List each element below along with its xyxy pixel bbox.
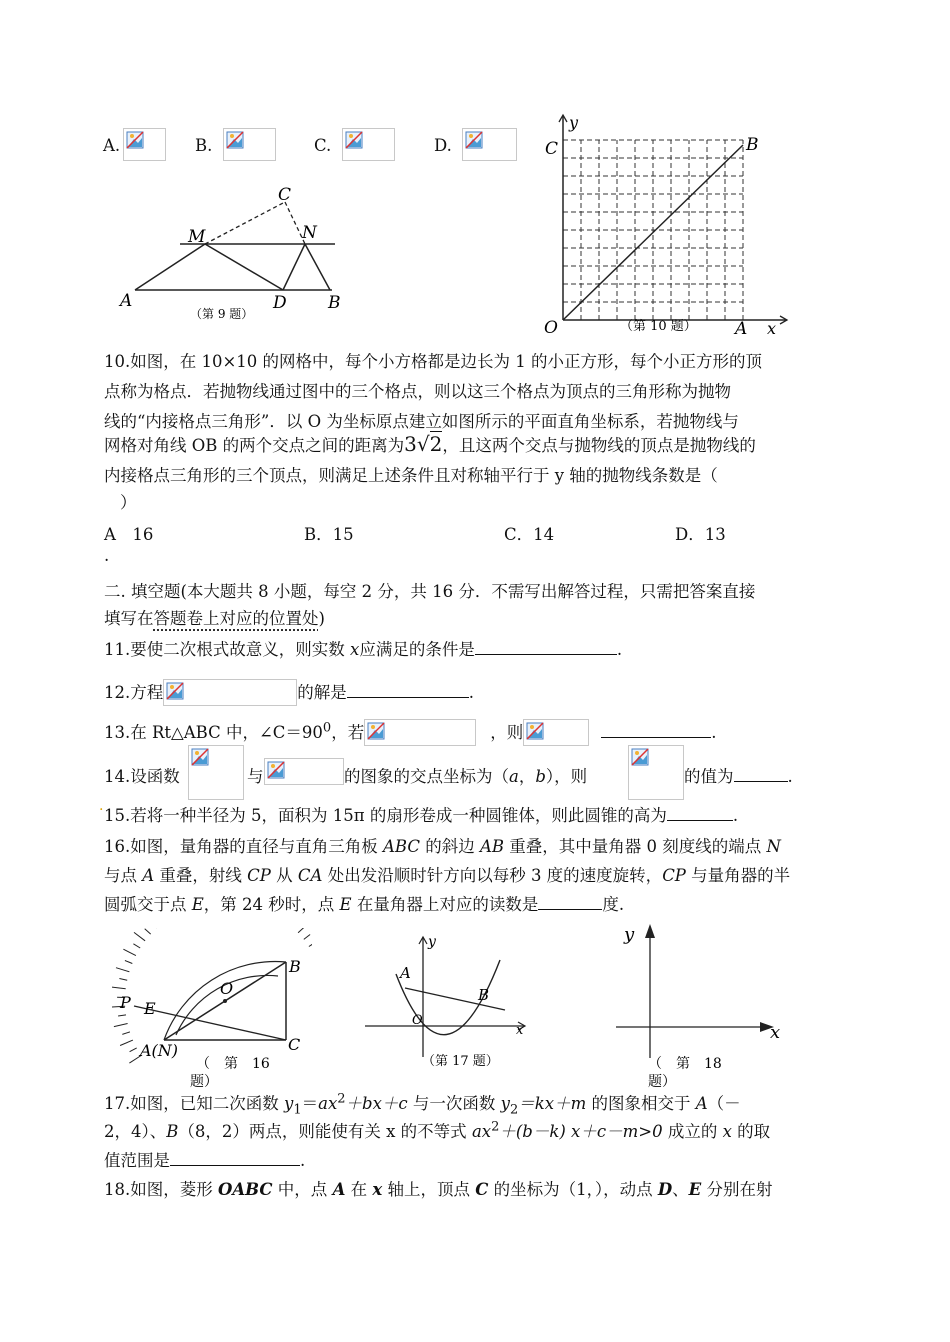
q17-line-3: 值范围是 . <box>104 1151 306 1170</box>
fig16-tick <box>116 968 129 972</box>
fig9-label-b: B <box>328 293 341 313</box>
q9-option-a[interactable]: A. <box>103 136 121 155</box>
fig10-label-y: y <box>569 113 579 132</box>
broken-image-icon <box>267 761 285 779</box>
fig16-label-b: B <box>289 957 301 976</box>
fig17-label-y: y <box>428 934 436 950</box>
q10-line-4b: ，且这两个交点与抛物线的顶点是抛物线的 <box>442 436 756 455</box>
q10-stray-dot: . <box>104 546 110 565</box>
q17-answer-blank[interactable] <box>170 1151 300 1166</box>
q18-line-1: 18.如图，菱形 OABC 中，点 A 在 x 轴上，顶点 C 的坐标为（1，），动点 D、E 分别在射 <box>104 1180 773 1199</box>
fig16-tick <box>298 928 308 933</box>
figure-9 <box>110 180 350 325</box>
fig18-caption-1: （ 第 18 <box>648 1056 722 1072</box>
q9-option-a-image <box>123 128 166 161</box>
broken-image-icon <box>367 722 385 740</box>
q10-option-a[interactable]: A 16 <box>104 525 154 544</box>
q16-line-2: 与点 A 重叠，射线 CP 从 CA 处出发沿顺时针方向以每秒 3 度的速度旋转，CP 与量角器的半 <box>104 866 791 885</box>
fig9-label-d: D <box>273 293 287 313</box>
fig17-caption: （第 17 题） <box>422 1054 499 1069</box>
fig18-label-x: x <box>770 1022 781 1043</box>
section2-emphasis: 答题卷上对应的位置处 <box>153 609 319 628</box>
broken-image-icon <box>345 131 363 149</box>
fig17-label-a: A <box>400 964 411 982</box>
q10-line-4 <box>104 432 756 456</box>
fig9-line-mc <box>205 202 285 244</box>
fig17-line <box>405 988 505 1010</box>
q9-option-b-image <box>223 128 276 161</box>
fig18-caption-2: 题） <box>648 1074 676 1090</box>
fig9-caption: （第 9 题） <box>190 307 254 321</box>
fig18-label-y: y <box>624 924 635 945</box>
q10-line-3: 线的“内接格点三角形”．以 O 为坐标原点建立如图所示的平面直角坐标系，若抛物线与 <box>104 412 739 431</box>
q13-answer-blank[interactable] <box>601 723 711 738</box>
figure-16 <box>112 928 312 1090</box>
fig18-y-arrow <box>645 924 655 938</box>
fig16-tick <box>133 944 140 948</box>
fig16-center-o <box>223 999 227 1003</box>
fig10-label-b: B <box>746 135 759 155</box>
section2-line-1: 二. 填空题(本大题共 8 小题，每空 2 分，共 16 分．不需写出解答过程，只需把答案直接 <box>104 582 756 601</box>
fig17-label-x: x <box>516 1023 524 1038</box>
fig16-caption-2: 题） <box>190 1074 218 1090</box>
q16-line-3: 圆弧交于点 E，第 24 秒时，点 E 在量角器上对应的读数是 度. <box>104 895 625 914</box>
q9-option-b[interactable]: B. <box>195 136 213 155</box>
fig16-tick <box>304 935 310 940</box>
fig16-label-p: P <box>120 993 131 1012</box>
q9-option-c[interactable]: C. <box>314 136 332 155</box>
figure-17 <box>360 932 535 1077</box>
fig9-label-a: A <box>120 291 133 311</box>
fig10-label-c: C <box>545 139 559 159</box>
fig9-label-c: C <box>278 185 292 205</box>
q10-option-b[interactable]: B．15 <box>304 525 354 544</box>
broken-image-icon <box>226 131 244 149</box>
q14-func2-image <box>264 758 344 785</box>
q16-answer-blank[interactable] <box>538 895 602 910</box>
fig9-label-n: N <box>302 223 317 243</box>
q13-condition-image <box>364 719 476 746</box>
q14-func1-image <box>188 745 244 800</box>
fig16-tick <box>134 932 145 940</box>
q15: 15.若将一种半径为 5，面积为 15π 的扇形卷成一种圆锥体，则此圆锥的高为 . <box>104 806 739 825</box>
broken-image-icon <box>465 131 483 149</box>
q11: 11.要使二次根式故意义，则实数 x应满足的条件是 . <box>104 640 623 659</box>
broken-image-icon <box>526 722 544 740</box>
q12-answer-blank[interactable] <box>347 683 469 698</box>
fig10-label-a: A <box>735 319 748 338</box>
fig16-tick <box>125 961 132 964</box>
figure-10 <box>535 112 800 338</box>
fig16-tick <box>145 929 151 934</box>
fig16-label-o: O <box>220 979 234 998</box>
q10-line-1: 10.如图，在 10×10 的网格中，每个小方格都是边长为 1 的小正方形，每个小正方形的顶 <box>104 352 763 371</box>
figure-18 <box>610 918 790 1093</box>
fig16-tick <box>119 979 127 981</box>
fig16-tick <box>118 1015 126 1016</box>
broken-image-icon <box>191 748 209 766</box>
q9-option-c-image <box>342 128 395 161</box>
q10-line-4a: 网格对角线 OB 的两个交点之间的距离为 <box>104 436 405 455</box>
q10-line-6: ） <box>120 493 137 512</box>
q15-answer-blank[interactable] <box>667 806 733 821</box>
fig10-caption: （第 10 题） <box>620 319 697 334</box>
q10-sqrt-expression: 3√2 <box>404 432 443 456</box>
fig9-label-m: M <box>188 227 206 247</box>
q9-option-d[interactable]: D. <box>434 136 452 155</box>
broken-image-icon <box>126 131 144 149</box>
fig16-label-an: A(N) <box>140 1041 179 1060</box>
q17-line-1: 17.如图，已知二次函数 $y_1=ax^2+bx+c$ 与一次函数 $y_2=kx+m$ 的图象相交于 A（－ <box>104 1091 741 1118</box>
fig9-line-am <box>135 244 205 290</box>
fig9-line-dn <box>283 244 305 290</box>
fig16-tick <box>114 1024 128 1027</box>
fig16-tick <box>123 949 135 955</box>
broken-image-icon <box>631 748 649 766</box>
q14-expression-image <box>628 745 684 800</box>
fig17-label-b: B <box>478 986 490 1004</box>
fig16-tick <box>122 1032 130 1035</box>
fig16-tick <box>120 1040 133 1045</box>
fig16-caption-1: （ 第 16 <box>196 1056 270 1072</box>
q11-answer-blank[interactable] <box>475 640 617 655</box>
broken-image-icon <box>166 682 184 700</box>
section2-line-2: 填写在答题卷上对应的位置处) <box>104 609 325 628</box>
q13-target-image <box>523 719 589 746</box>
q10-option-d[interactable]: D．13 <box>675 525 726 544</box>
fig10-label-o: O <box>544 318 558 338</box>
q17-line-2: 2，4）、B（8，2）两点，则能使有关 x 的不等式 $ax^2+(b-k)$ x＋c－m>0 成立的 x 的取 <box>104 1119 771 1141</box>
q9-option-d-image <box>462 128 517 161</box>
fig16-label-e: E <box>144 999 156 1018</box>
q12: 12.方程 的解是 . <box>104 679 474 706</box>
fig16-tick <box>112 987 126 989</box>
q12-equation-image <box>163 679 297 706</box>
fig10-label-x: x <box>767 319 777 338</box>
q16-line-1: 16.如图，量角器的直径与直角三角板 ABC 的斜边 AB 重叠，其中量角器 0 刻度线的端点 N <box>104 837 781 856</box>
q13: 13.在 Rt△ABC 中，$\angle C=90^0$，若 ，则 . <box>104 719 716 746</box>
fig9-line-nb <box>305 244 330 290</box>
fig9-line-md <box>205 244 283 290</box>
q14-answer-blank[interactable] <box>734 767 788 782</box>
q15-stray-dot: . <box>99 798 104 814</box>
q10-line-2: 点称为格点．若抛物线通过图中的三个格点，则以这三个格点为顶点的三角形称为抛物 <box>104 382 731 401</box>
fig16-tick <box>309 939 312 947</box>
q10-line-5: 内接格点三角形的三个顶点，则满足上述条件且对称轴平行于 y 轴的抛物线条数是（ <box>104 466 718 485</box>
fig17-label-o: O <box>412 1013 423 1028</box>
q10-option-c[interactable]: C．14 <box>504 525 555 544</box>
fig16-tick <box>130 1048 137 1052</box>
fig16-label-c: C <box>288 1035 301 1054</box>
